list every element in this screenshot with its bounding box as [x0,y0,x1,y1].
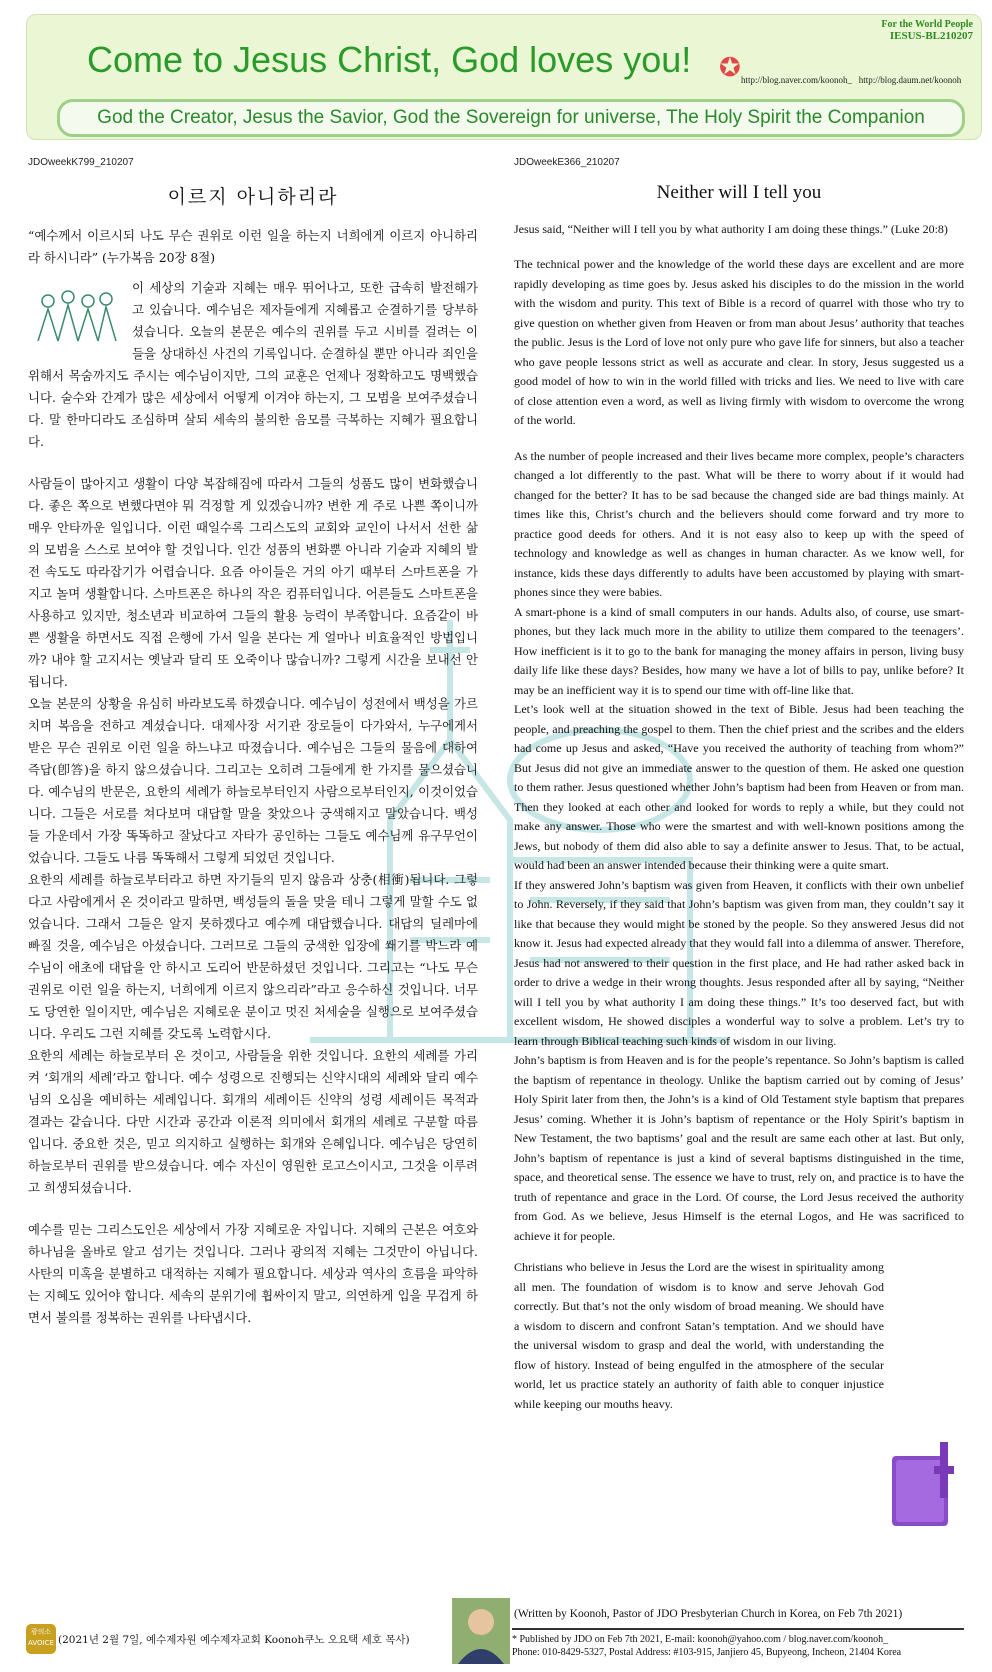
daum-blog-link[interactable]: http://blog.daum.net/koonoh [858,75,962,85]
english-signature: (Written by Koonoh, Pastor of JDO Presbyterian Church in Korea, on Feb 7th 2021) [514,1608,903,1620]
banner-corner [803,19,973,63]
korean-title: 이르지 아니하리라 [167,186,339,208]
person-icon [452,1598,510,1664]
english-title: Neither will I tell you [656,182,822,203]
subtitle-bar: God the Creator, Jesus the Savior, God the Sovereign for universe, The Holy Spirit the Companion [57,99,965,137]
korean-week-code: JDOweekK799_210207 [28,157,134,168]
english-paragraph: As the number of people increased and their lives became more complex, people’s characters changed a lot differently to the past. What will be there to worry about if it would had changed for the better? It has to be sad because the changed side are bad things mainly. At times like this, Christ’s church and the believers should come forward and try more to practice good deeds for others. And it is not easy also to keep up with the speed of technology and knowledge as well as changes in human character. As we know well, for instance, kids these days differently to adults have been accustomed by playing with smart-phones since they were babies. [514,448,964,599]
footer-line-1: * Published by JDO on Feb 7th 2021, E-mail: koonoh@yahoo.com / blog.naver.com/koonoh_ [512,1634,889,1645]
header-banner [26,14,982,140]
blog-links [741,75,961,85]
english-paragraph: John’s baptism is from Heaven and is for the people’s repentance. So John’s baptism is called the baptism of repentance in theology. Unlike the baptism carried out by coming of Jesus’ Holy Spirit later from then, the John’s is a kind of Old Testament style baptism that prepares Jesus’ coming. Whether it is John’s baptism of repentance or the Holy Spirit’s baptism in New Testament, the two baptisms’ goal and the result are same each other at last. But only, John’s baptism of repentance is just a kind of several baptisms distinguished in the time, space, and theoretical sense. The essence we have to trust, rely on, and practice is to have the truth of repentance and grace in the Lord. Of course, the Lord Jesus received the authority from God. As we believe, Jesus Himself is the eternal Logos, and He was sacrificed to achieve it for people. [514,1053,964,1243]
star-icon: ✪ [719,53,741,83]
korean-column [28,157,478,1329]
publication-footer [512,1628,964,1659]
english-paragraph: Christians who believe in Jesus the Lord are the wisest in spirituality among all men. The foundation of wisdom is to know and serve Jehovah God correctly. But that’s not the only wisdom of broad meaning. We should have a wisdom to discern and confront Satan’s temptation. And we should have the universal wisdom to grasp and deal the world, with understanding the flow of history. Instead of being engulfed in the atmosphere of the secular world, let us practice stately an authority of faith able to conquer injustice while keeping our mouths heavy. [514,1260,884,1411]
english-paragraph: The technical power and the knowledge of the world these days are excellent and are more rapidly developing as time goes by. Jesus asked his disciples to do the mission in the world with the wisdom and purity. This text of Bible is a record of quarrel with those who try to give question on whether given from Heaven or from man about Jesus’ authority that teaches the public. Jesus is the Lord of love not only pure who gave life for sinners, but also a teacher who gave people lessons strict as well as accurate and clear. In story, Jesus suggested us a good model of how to win in the world filled with tricks and lies. We need to live with care of close attention even a word, as well as living firmly with wisdom to overcome the wrong of the world. [514,257,964,427]
bulletin-code: IESUS-BL210207 [889,30,973,42]
author-photo [452,1598,510,1664]
korean-paragraph: 요한의 세례는 하늘로부터 온 것이고, 사람들을 위한 것입니다. 요한의 세례를 가리켜 ‘회개의 세례’라고 합니다. 예수 성령으로 진행되는 신약시대의 세례와 달리 예수님의 오심을 예비하는 세례입니다. 회개의 세례이든 신약의 성령 세례이든 목적과 결과는 같습니다. 다만 시간과 공간과 이론적 의미에서 회개의 세례로 구분할 따름입니다. 중요한 것은, 믿고 의지하고 실행하는 회개와 은혜입니다. 예수님은 당연히 하늘로부터 권위를 받으셨습니다. 예수 자신이 영원한 로고스이시고, 그것을 이루려고 희생되셨습니다. [28,1048,478,1195]
bible-icon [880,1438,960,1530]
avoice-badge: 광의소 AVOICE [26,1624,56,1654]
korean-paragraph: 이 세상의 기술과 지혜는 매우 뛰어나고, 또한 급속히 발전해가고 있습니다. 예수님은 제자들에게 지혜롭고 순결하기를 당부하셨습니다. 오늘의 본문은 예수의 권위를 두고 시비를 걸려는 이들을 상대하신 사건의 기록입니다. 순결하실 뿐만 아니라 죄인을 위해서 목숨까지도 주시는 예수님이지만, 그의 교훈은 언제나 정확하고도 명백했습니다. 술수와 간계가 많은 세상에서 어떻게 이겨야 하는지, 그 모범을 보여주셨습니다. 말 한마디라도 조심하며 살되 세속의 불의한 음모를 극복하는 지혜가 필요합니다. [28,280,478,449]
main-title: Come to Jesus Christ, God loves you! [87,39,692,80]
korean-verse: “예수께서 이르시되 나도 무슨 권위로 이런 일을 하는지 너희에게 이르지 아니하리라 하시니라” (누가복음 20장 8절) [28,228,478,265]
korean-signature: (2021년 2월 7일, 예수제자원 예수제자교회 Koonoh쿠노 오요택 세호 목사) [58,1634,410,1646]
english-paragraph: Let’s look well at the situation showed in the text of Bible. Jesus had been teaching the people, and preaching the gospel to them. Then the chief priest and the scribes and the elders had come up Jesus and asked, “Have you received the authority of teaching from whom?” But Jesus did not give an immediate answer to the question of them. He asked one question to them rather. Jesus questioned whether John’s baptism had been from Heaven or from man. Then they looked at each other and looked for words to reply a while, but they could not make any answer. Those who were the smartest and with well-known positions among the Jews, but nobody of them did also able to say a definite answer to Jesus. That, to be actual, would had been an answer intended because their thinking were a quite smart. [514,702,964,872]
for-world-label: For the World People [881,19,973,30]
korean-paragraph: 오늘 본문의 상황을 유심히 바라보도록 하겠습니다. 예수님이 성전에서 백성을 가르치며 복음을 전하고 계셨습니다. 대제사장 서기관 장로들이 다가와서, 누구에게서 받은 무슨 권위로 이런 일을 하느냐고 따졌습니다. 예수님은 그들의 물음에 대하여 즉답(卽答)을 하지 않으셨습니다. 그리고는 오히려 그들에게 한 가지를 물으셨습니다. 예수님의 반문은, 요한의 세례가 하늘로부터인지 사람으로부터인지, 이것이었습니다. 그들은 서로를 쳐다보며 대답할 말을 찾았으나 궁색해지고 말았습니다. 백성들 가운데서 가장 똑똑하고 잘났다고 자타가 공인하는 그들도 예수님께 유구무언이었습니다. 그들도 나름 똑똑해서 그렇게 되었던 것입니다. [28,696,478,865]
footer-line-2: Phone: 010-8429-5327, Postal Address: #103-915, Janjiero 45, Bupyeong, Incheon, 21404 Korea [512,1647,902,1658]
english-week-code: JDOweekE366_210207 [514,157,620,168]
korean-paragraph: 요한의 세례를 하늘로부터라고 하면 자기들의 믿지 않음과 상충(相衝)됩니다. 그렇다고 사람에게서 온 것이라고 말하면, 백성들의 돌을 맞을 테니 그렇게 말할 수도 없었습니다. 그래서 그들은 알지 못하겠다고 예수께 대답했습니다. 대답의 딜레마에 빠질 것을, 예수님은 아셨습니다. 그러므로 그들의 궁색한 입장에 쐐기를 박느라 예수님이 애초에 대답을 안 하시고 도리어 반문하셨던 것입니다. 그리고는 “나도 무슨 권위로 이런 일을 하는지, 너희에게 이르지 않으리라”라고 응수하신 것입니다. 너무도 당연한 일이지만, 예수님은 지혜로운 분이고 멋진 처세술을 실행으로 보여주셨습니다. 우리도 그런 지혜를 갖도록 노력합시다. [28,872,478,1041]
crowd-illustration-icon [28,281,124,345]
english-paragraph: A smart-phone is a kind of small computers in our hands. Adults also, of course, use smart-phones, but they lack much more in the ability to utilize them compared to the teenagers’. How inefficient is it to go to the bank for managing the money affairs in person, living busy daily life like these days? Besides, how many we have a lot of bills to pay, unlike before? It may be an inefficient way it is to spend our time with off-line like that. [514,604,964,697]
korean-paragraph: 예수를 믿는 그리스도인은 세상에서 가장 지혜로운 자입니다. 지혜의 근본은 여호와 하나님을 올바로 알고 섬기는 것입니다. 그러나 광의적 지혜는 그것만이 아닙니다. 사탄의 미혹을 분별하고 대적하는 지혜가 필요합니다. 세상과 역사의 흐름을 파악하는 지혜도 있어야 합니다. 세속의 분위기에 휩싸이지 말고, 의연하게 입을 무겁게 하면서 불의를 정복하는 권위를 나타냅시다. [28,1222,478,1325]
english-paragraph: If they answered John’s baptism was given from Heaven, it conflicts with their own unbelief to John. Reversely, if they said that John’s baptism was given from man, they couldn’t say it like that because they would might be stoned by the people. So they answered Jesus did not know it. Jesus had expected already that they would fall into a dilemma of answer. Therefore, Jesus had not answered to their question in the first place, and He had rather asked back in order to drive a wedge in their wrong thoughts. Jesus responded after all by saying, “Neither will I tell you by what authority I am doing these things.” It’s too deserved fact, but with excellent wisdom, He showed disciples a wonderful way to solve a problem. Let’s try to learn through Biblical teaching such kinds of wisdom in our living. [514,877,964,1048]
english-verse: Jesus said, “Neither will I tell you by what authority I am doing these things.” (Luke 20:8) [514,222,948,236]
korean-paragraph: 사람들이 많아지고 생활이 다양 복잡해짐에 따라서 그들의 성품도 많이 변화했습니다. 좋은 쪽으로 변했다면야 뭐 걱정할 게 있겠습니까? 변한 게 주로 나쁜 쪽이니까 매우 안타까운 일입니다. 이런 때일수록 그리스도의 교회와 교인이 나서서 선한 삶의 모범을 스스로 보여야 할 것입니다. 인간 성품의 변화뿐 아니라 기술과 지혜의 발전 속도도 따라잡기가 어렵습니다. 요즘 아이들은 거의 아기 때부터 스마트폰을 가지고 놀며 생활합니다. 스마트폰은 하나의 작은 컴퓨터입니다. 어른들도 스마트폰을 사용하고 있지만, 청소년과 비교하여 그들의 활용 능력이 부족합니다. 요즘같이 바쁜 생활을 하면서도 직접 은행에 가서 일을 본다는 게 얼마나 비효율적인 방법입니까? 내야 할 고지서는 옛날과 달리 또 오죽이나 많습니까? 그렇게 시간을 보내선 안 됩니다. [28,476,478,689]
naver-blog-link[interactable]: http://blog.naver.com/koonoh_ [741,75,852,85]
english-column [514,157,964,1414]
